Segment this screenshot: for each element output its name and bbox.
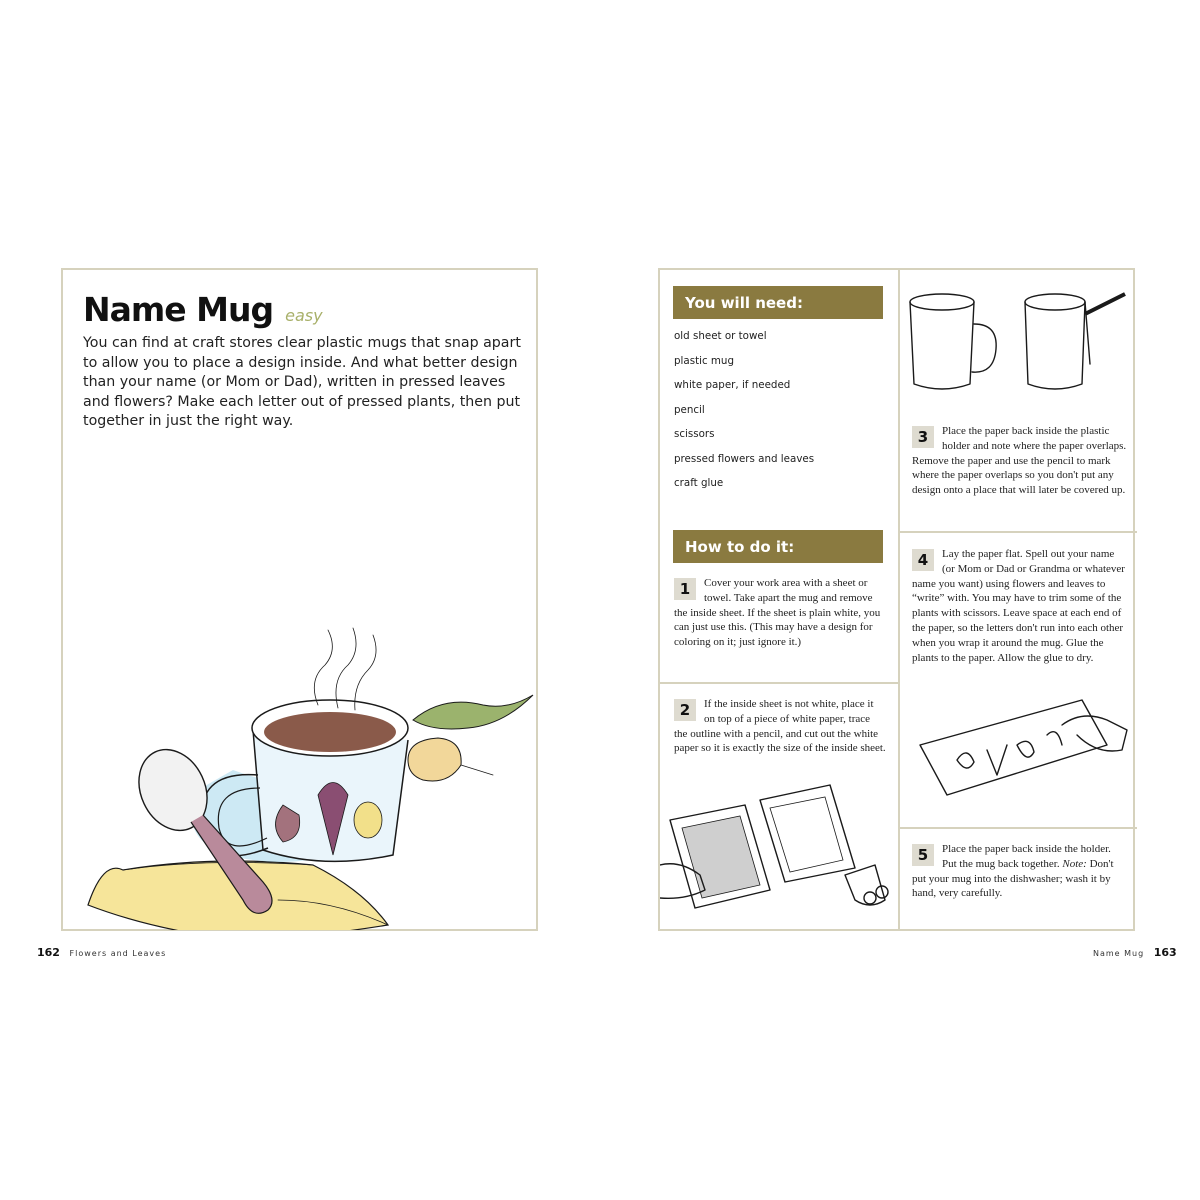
row-divider-right-1 bbox=[900, 531, 1137, 533]
page-title: Name Mug bbox=[83, 290, 274, 329]
supply-item: plastic mug bbox=[674, 354, 734, 367]
step-2 bbox=[674, 697, 886, 756]
step-number: 2 bbox=[674, 699, 696, 721]
steam-line bbox=[314, 630, 332, 705]
supply-item: craft glue bbox=[674, 477, 724, 489]
paper-cutting-illustration bbox=[660, 780, 898, 930]
step-number: 3 bbox=[912, 426, 934, 448]
supply-item: scissors bbox=[674, 428, 715, 440]
supplies-list bbox=[674, 330, 814, 502]
supply-item: pressed flowers and leaves bbox=[674, 452, 815, 465]
supply-item: pencil bbox=[674, 403, 705, 416]
right-footer bbox=[1093, 946, 1177, 959]
pencil-icon bbox=[1085, 294, 1125, 314]
scissors-icon bbox=[845, 865, 885, 905]
supply-item: white paper, if needed bbox=[674, 379, 791, 391]
row-divider-left bbox=[660, 682, 898, 684]
step-number: 4 bbox=[912, 549, 934, 571]
step-text: If the inside sheet is not white, place it on top of a piece of white paper, trace the outline with a pencil, and cut out the white paper so it is exactly the size of the inside sheet. bbox=[674, 698, 886, 755]
title-row bbox=[83, 290, 323, 329]
white-paper bbox=[760, 785, 855, 882]
coffee bbox=[264, 712, 396, 752]
how-to-header: How to do it: bbox=[673, 530, 883, 563]
step-text: Place the paper back inside the holder. Put the mug back together. bbox=[942, 843, 1111, 870]
patterned-sheet bbox=[682, 816, 760, 898]
step-text: Cover your work area with a sheet or towel. Take apart the mug and remove the inside sheet. If the sheet is plain white, you can just use this. (This may have a design for coloring on it; just ignore it.) bbox=[674, 577, 881, 649]
plastic-mug-icon bbox=[910, 302, 974, 389]
step-5 bbox=[912, 842, 1128, 901]
you-will-need-header: You will need: bbox=[673, 286, 883, 319]
step-text: Place the paper back inside the plastic holder and note where the paper overlaps. Remove the paper and use the pencil to mark where the paper overlaps so you don't put any design onto a place that will later be covered up. bbox=[912, 425, 1127, 497]
step-1 bbox=[674, 576, 886, 650]
left-footer bbox=[37, 946, 166, 959]
gluing-name-illustration bbox=[912, 690, 1132, 800]
step-text: Lay the paper flat. Spell out your name (or Mom or Dad or Grandma or whatever name you want) using flowers and leaves to “write” with. You may have to trim some of the plants with scissors. Leave space at each end of the paper, so the letters don't run into each other when you wrap it around the mug. Glue the plants to the paper. Allow the glue to dry. bbox=[912, 548, 1125, 664]
flat-paper-icon bbox=[920, 700, 1107, 795]
footer-section-left: Flowers and Leaves bbox=[69, 949, 167, 958]
mug-overlap-illustration bbox=[900, 284, 1135, 404]
loose-leaf-green bbox=[413, 695, 533, 729]
intro-paragraph: You can find at craft stores clear plastic mugs that snap apart to allow you to place a design inside. And what better design than your name (or Mom or Dad), written in pressed leaves and flowers? Make each letter out of pressed plants, then put together in just the right way. bbox=[83, 335, 521, 430]
step-number: 5 bbox=[912, 844, 934, 866]
difficulty-label: easy bbox=[285, 306, 323, 325]
supply-item: old sheet or towel bbox=[674, 330, 767, 342]
mug-illustration bbox=[63, 470, 540, 930]
note-label: Note: bbox=[1062, 857, 1087, 870]
loose-leaf-yellow bbox=[408, 738, 461, 781]
paper-holder-icon bbox=[1025, 302, 1085, 389]
pressed-leaf-icon bbox=[957, 753, 974, 768]
mug-rim-icon bbox=[910, 294, 974, 310]
step-4 bbox=[912, 547, 1128, 665]
right-page-panel bbox=[658, 268, 1135, 931]
note-text: Don't put your mug into the dishwasher; wash it by hand, very carefully. bbox=[912, 857, 1114, 900]
step-number: 1 bbox=[674, 578, 696, 600]
left-page-panel bbox=[61, 268, 538, 931]
step-3 bbox=[912, 424, 1128, 498]
page-number-right: 163 bbox=[1153, 946, 1177, 959]
footer-section-right: Name Mug bbox=[1093, 949, 1145, 958]
pressed-flower bbox=[354, 802, 382, 838]
page-number-left: 162 bbox=[37, 946, 60, 959]
row-divider-right-2 bbox=[900, 827, 1137, 829]
